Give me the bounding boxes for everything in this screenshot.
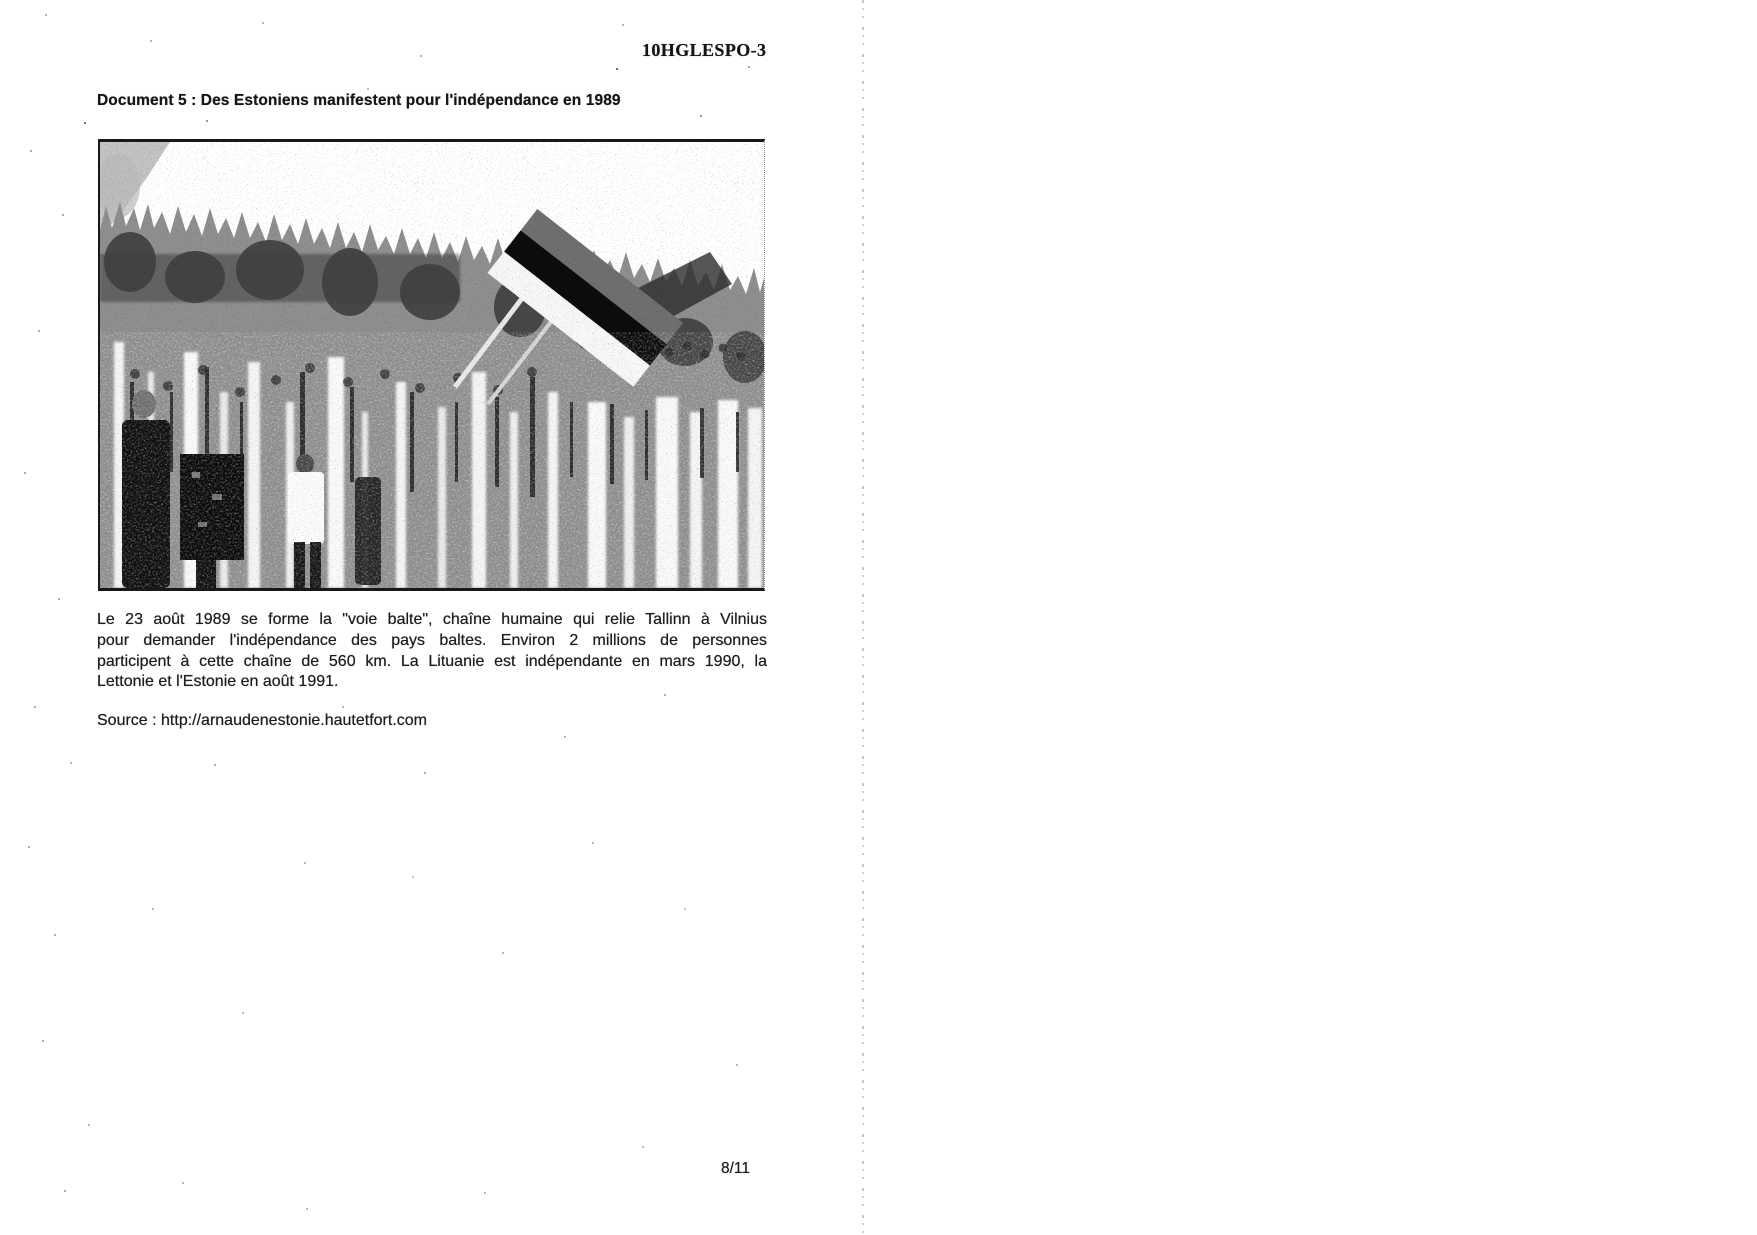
caption-line: Lettonie et l'Estonie en août 1991. bbox=[97, 673, 339, 691]
grain-black bbox=[100, 142, 764, 588]
photo-caption bbox=[97, 610, 767, 693]
caption-line: Le 23 août 1989 se forme la "voie balte", chaîne humaine qui relie Tallinn à Vilnius bbox=[97, 611, 767, 628]
exam-code: 10HGLESPO-3 bbox=[642, 40, 767, 60]
page-number: 8/11 bbox=[721, 1160, 751, 1177]
caption-line: participent à cette chaîne de 560 km. La Lituanie est indépendante en mars 1990, la bbox=[97, 652, 767, 670]
demonstration-photo bbox=[98, 139, 765, 591]
page-fold-dotted-line bbox=[862, 0, 864, 1235]
document-title: Document 5 : Des Estoniens manifestent pour l'indépendance en 1989 bbox=[97, 92, 621, 109]
caption-line: pour demander l'indépendance des pays baltes. Environ 2 millions de personnes bbox=[97, 631, 767, 649]
source-line: Source : http://arnaudenestonie.hautetfort.com bbox=[97, 712, 427, 729]
scan-noise-speckles bbox=[0, 0, 2, 2]
photo-illustration bbox=[100, 142, 764, 588]
